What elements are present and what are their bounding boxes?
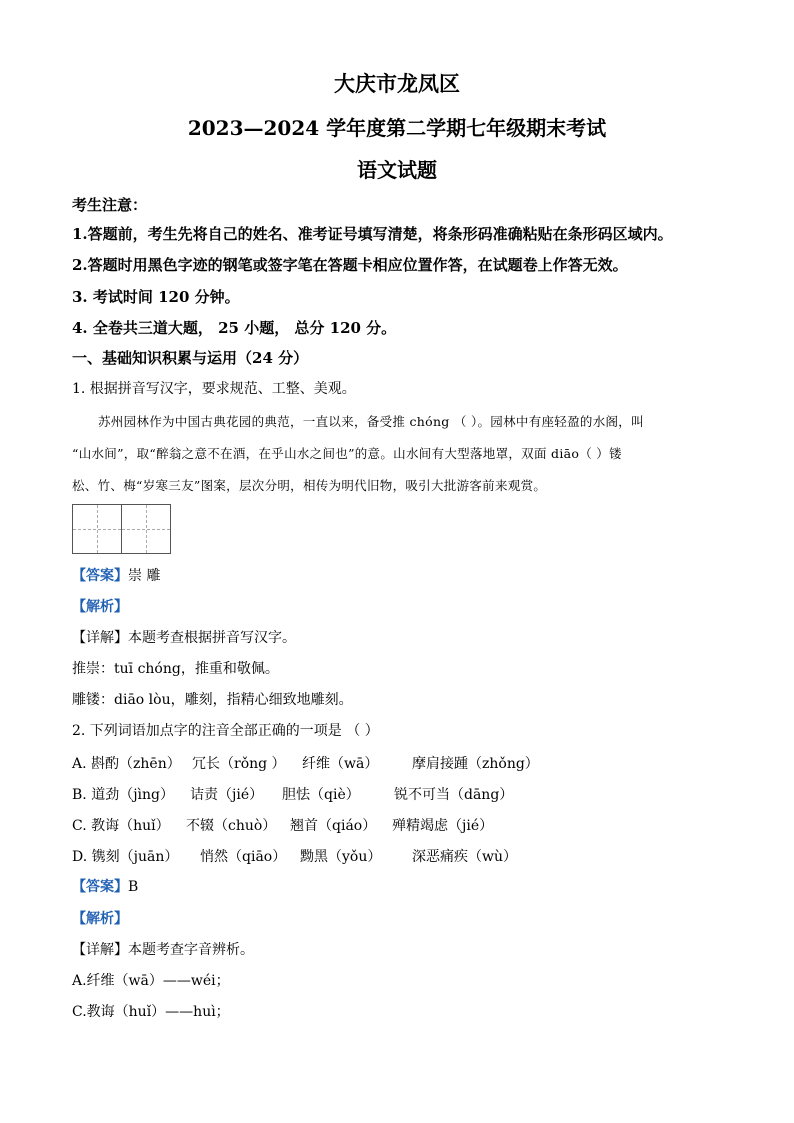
writing-cell-2: [121, 504, 171, 554]
option-c: [72, 815, 493, 835]
question-1-answer: [72, 566, 160, 586]
notice-item-4: 4. 全卷共三道大题， 25 小题， 总分 120 分。: [72, 319, 397, 337]
detail-text: 本题考查字音辨析。: [128, 942, 254, 958]
option-d: [72, 846, 517, 866]
option-c-word-3: 翘首（qiáo）: [290, 818, 377, 834]
option-a-word-2: 冗长（rǒng ）: [192, 756, 286, 772]
analysis-tag: 【解析】: [72, 911, 128, 927]
option-d-word-2: 悄然（qiāo）: [200, 849, 287, 865]
detail-tag: 【详解】: [72, 630, 128, 646]
question-1-stem: 1. 根据拼音写汉字，要求规范、工整、美观。: [72, 381, 356, 397]
answer-text: B: [128, 879, 139, 895]
option-d-word-3: 黝黑（yǒu）: [300, 849, 382, 865]
answer-tag: 【答案】: [72, 568, 128, 584]
notice-heading: 考生注意：: [72, 196, 148, 214]
option-a-word-1: A. 斟酌（zhēn）: [72, 756, 181, 772]
option-c-word-4: 殚精竭虑（jié）: [392, 818, 494, 834]
option-c-word-2: 不辍（chuò）: [186, 818, 277, 834]
option-a-word-3: 纤维（wā）: [302, 756, 379, 772]
writing-grid: [72, 504, 170, 554]
option-b: [72, 784, 513, 804]
question-2-analysis: [72, 909, 128, 929]
detail-tag: 【详解】: [72, 942, 128, 958]
question-1-note-2: 雕镂：diāo lòu，雕刻，指精心细致地雕刻。: [72, 692, 353, 708]
notice-item-1: 1.答题前，考生先将自己的姓名、准考证号填写清楚，将条形码准确粘贴在条形码区域内。: [72, 225, 673, 243]
passage-line-2: “山水间”，取“醉翁之意不在酒，在乎山水之间也”的意。山水间有大型落地罩，双面 diāo（ ）镂: [72, 446, 622, 461]
option-b-word-4: 锐不可当（dāng）: [394, 787, 514, 803]
notice-item-3: 3. 考试时间 120 分钟。: [72, 288, 240, 306]
detail-text: 本题考查根据拼音写汉字。: [128, 630, 296, 646]
writing-cell-1: [72, 504, 122, 554]
passage-line-3: 松、竹、梅“岁寒三友”图案，层次分明，相传为明代旧物，吸引大批游客前来观赏。: [72, 478, 547, 493]
question-2-note-2: C.教诲（huǐ）——huì；: [72, 1004, 230, 1020]
question-1-analysis: [72, 597, 128, 617]
option-c-word-1: C. 教诲（huǐ）: [72, 818, 170, 834]
exam-title-region: 大庆市龙凤区: [334, 71, 460, 96]
option-b-word-3: 胆怯（qiè）: [282, 787, 360, 803]
passage-line-1: 苏州园林作为中国古典花园的典范，一直以来，备受推 chóng （ ）。园林中有座轻盈的水阁，叫: [98, 414, 644, 429]
question-2-note-1: A.纤维（wā）——wéi；: [72, 973, 230, 989]
option-b-word-1: B. 道劲（jìng）: [72, 787, 174, 803]
analysis-tag: 【解析】: [72, 599, 128, 615]
option-a: [72, 753, 539, 773]
question-1-passage: [72, 406, 712, 502]
question-2-stem: 2. 下列词语加点字的注音全部正确的一项是 （ ）: [72, 723, 379, 739]
question-1-detail: [72, 628, 296, 648]
option-a-word-4: 摩肩接踵（zhǒng）: [412, 756, 539, 772]
section-heading: 一、基础知识积累与运用（24 分）: [72, 349, 309, 367]
option-d-word-1: D. 镌刻（juān）: [72, 849, 179, 865]
exam-title-subject: 语文试题: [357, 158, 437, 182]
notice-item-2: 2.答题时用黑色字迹的钢笔或签字笔在答题卡相应位置作答，在试题卷上作答无效。: [72, 256, 628, 274]
answer-tag: 【答案】: [72, 879, 128, 895]
answer-text: 崇 雕: [128, 568, 161, 584]
exam-title-term: 2023—2024 学年度第二学期七年级期末考试: [187, 116, 607, 140]
question-2-answer: [72, 877, 138, 897]
option-b-word-2: 诘责（jié）: [190, 787, 264, 803]
option-d-word-4: 深恶痛疾（wù）: [412, 849, 517, 865]
question-1-note-1: 推崇：tuī chóng，推重和敬佩。: [72, 661, 279, 677]
question-2-detail: [72, 940, 254, 960]
